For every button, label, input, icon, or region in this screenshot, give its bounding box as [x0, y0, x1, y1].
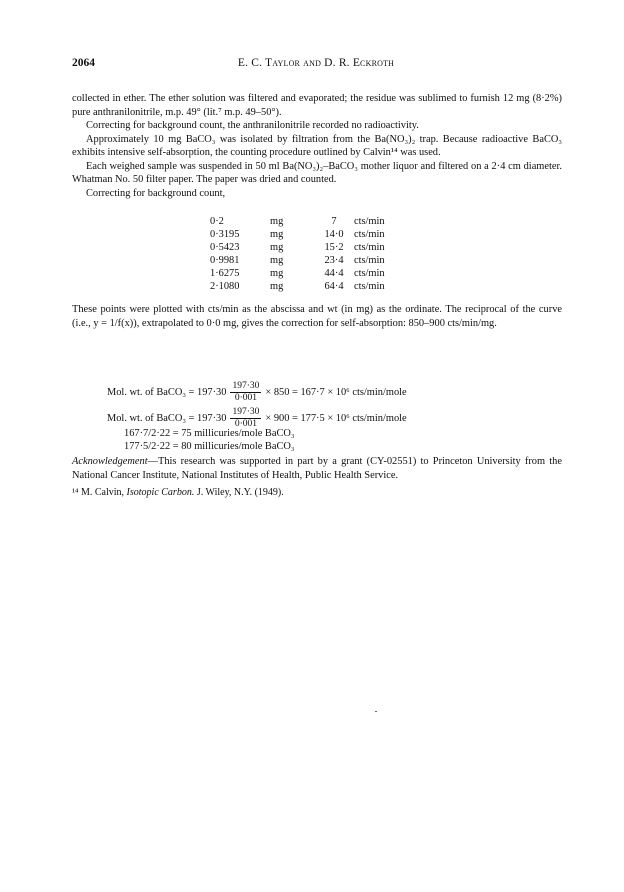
equation-2-numerator: 197·30 — [232, 407, 260, 417]
table-row — [210, 228, 414, 241]
paragraph-continuation: collected in ether. The ether solution was filtered and evaporated; the residue was sublimed to furnish 12 mg (8·2%) pure anthranilonitrile, m.p. 49° (lit.⁷ m.p. 49–50°). — [72, 93, 562, 118]
mass-cell: 1·6275 — [210, 268, 240, 279]
acknowledgement — [72, 455, 562, 482]
counts-table — [210, 215, 414, 293]
equation-2-fraction — [230, 407, 261, 430]
equation-2-rhs: × 900 = 177·5 × 10⁶ cts/min/mole — [265, 413, 407, 424]
count-unit-cell: cts/min — [354, 229, 385, 240]
count-cell: 14·0 — [324, 229, 344, 240]
unit-cell: mg — [270, 268, 284, 279]
table-row — [210, 254, 414, 267]
acknowledgement-text: —This research was supported in part by a grant (CY-02551) to Princeton University from the National Cancer Institute, National Institutes of Health, Public Health Service. — [72, 456, 562, 481]
unit-cell: mg — [270, 216, 284, 227]
reference-rest: J. Wiley, N.Y. (1949). — [196, 487, 284, 498]
paragraph-sample: Each weighed sample was suspended in 50 ml Ba(NO₃)₂–BaCO₃ mother liquor and filtered on a 2·4 cm diameter. Whatman No. 50 filter paper. The paper was dried and counted. — [72, 160, 562, 185]
equation-1-rhs: × 850 = 167·7 × 10⁶ cts/min/mole — [265, 387, 407, 398]
equation-2-lhs: Mol. wt. of BaCO₃ = 197·30 — [107, 413, 227, 424]
table-row — [210, 215, 414, 228]
reference-marker: ¹⁴ — [72, 487, 79, 498]
paragraph-baco3: Approximately 10 mg BaCO₃ was isolated by filtration from the Ba(NO₃)₂ trap. Because radioactive BaCO₃ exhibits intensive self-absorption, the counting procedure outlined by Calvin¹⁴ was used. — [72, 133, 562, 158]
count-cell: 44·4 — [324, 268, 344, 279]
paragraph-correcting: Correcting for background count, — [86, 187, 226, 199]
reference-author: M. Calvin, — [80, 487, 125, 498]
equation-1-denominator: 0·001 — [234, 393, 257, 403]
count-unit-cell: cts/min — [354, 216, 385, 227]
mass-cell: 0·9981 — [210, 255, 240, 266]
paragraph-background: Correcting for background count, the anthranilonitrile recorded no radioactivity. — [86, 120, 419, 131]
mass-cell: 2·1080 — [210, 281, 240, 292]
count-cell: 64·4 — [324, 281, 344, 292]
page-number: 2064 — [72, 57, 95, 69]
reference-title: Isotopic Carbon. — [126, 487, 195, 498]
page-speck — [375, 711, 377, 712]
count-cell: 23·4 — [324, 255, 344, 266]
running-title: E. C. Taylor and D. R. Eckroth — [237, 57, 395, 69]
unit-cell: mg — [270, 255, 284, 266]
reference-14 — [72, 486, 562, 499]
unit-cell: mg — [270, 229, 284, 240]
equation-2 — [107, 407, 407, 430]
count-cell: 7 — [331, 216, 337, 227]
table-row — [210, 267, 414, 280]
count-cell: 15·2 — [324, 242, 344, 253]
unit-cell: mg — [270, 281, 284, 292]
page-header — [72, 57, 560, 73]
count-unit-cell: cts/min — [354, 281, 385, 292]
count-unit-cell: cts/min — [354, 268, 385, 279]
table-row — [210, 241, 414, 254]
mass-cell: 0·5423 — [210, 242, 240, 253]
paragraph-plot: These points were plotted with cts/min as the abscissa and wt (in mg) as the ordinate. The reciprocal of the curve (i.e., y = 1/f(x)), extrapolated to 0·0 mg, gives the correction for self-absorption: 850–900 cts/min/mg. — [72, 304, 562, 329]
equation-1 — [107, 381, 407, 404]
equation-1-numerator: 197·30 — [232, 381, 260, 391]
unit-cell: mg — [270, 242, 284, 253]
equation-1-lhs: Mol. wt. of BaCO₃ = 197·30 — [107, 387, 227, 398]
count-unit-cell: cts/min — [354, 242, 385, 253]
equation-line-2: 177·5/2·22 = 80 millicuries/mole BaCO₃ — [124, 441, 295, 452]
equation-1-fraction — [230, 381, 261, 404]
acknowledgement-label: Acknowledgement — [72, 456, 148, 467]
mass-cell: 0·2 — [210, 216, 224, 227]
count-unit-cell: cts/min — [354, 255, 385, 266]
body-text — [72, 92, 562, 200]
mass-cell: 0·3195 — [210, 229, 240, 240]
equation-line-1: 167·7/2·22 = 75 millicuries/mole BaCO₃ — [124, 428, 295, 439]
equation-2-denominator: 0·001 — [234, 419, 257, 429]
table-row — [210, 280, 414, 293]
